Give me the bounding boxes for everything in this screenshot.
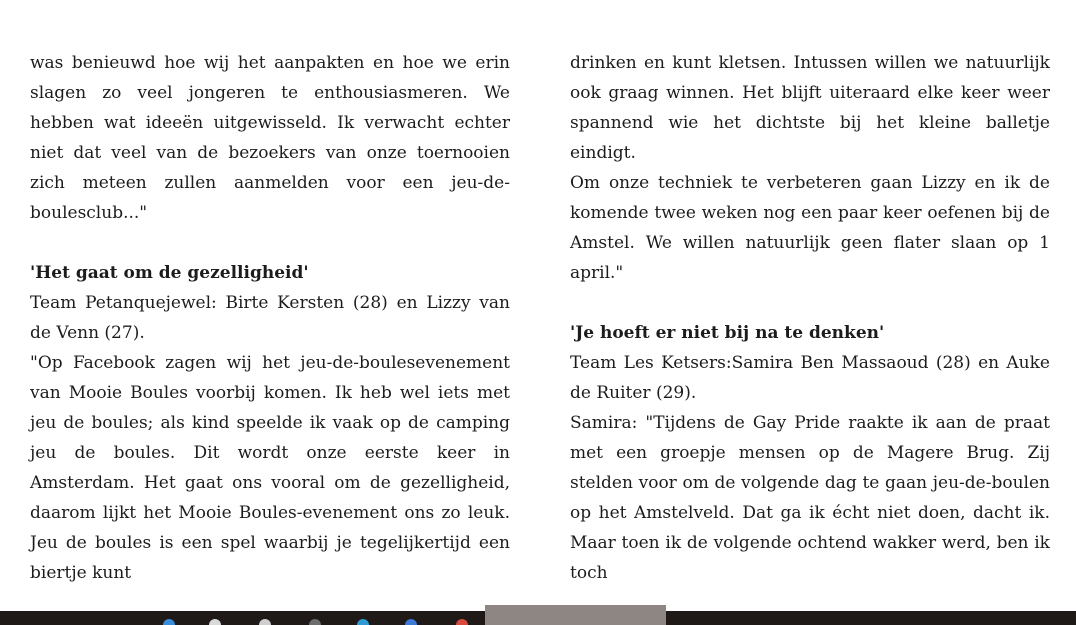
app-icon[interactable] xyxy=(456,619,468,625)
article-column-left xyxy=(30,48,510,588)
paragraph: was benieuwd hoe wij het aanpakten en hoe we erin slagen zo veel jongeren te enthousiasmeren. We hebben wat ideeën uitgewisseld. Ik verwacht echter niet dat veel van de bezoekers van onze toernooien zich meteen zullen aanmelden voor een jeu-de-boulesclub..." xyxy=(30,53,510,223)
browser-icon[interactable] xyxy=(163,619,175,625)
section-heading: 'Het gaat om de gezelligheid' xyxy=(30,263,309,283)
paragraph: drinken en kunt kletsen. Intussen willen we natuurlijk ook graag winnen. Het blijft uiteraard elke keer weer spannend wie het dichtste bij het kleine balletje eindigt. xyxy=(570,53,1050,163)
app-icon[interactable] xyxy=(259,619,271,625)
team-line: Team Les Ketsers:Samira Ben Massaoud (28) en Auke de Ruiter (29). xyxy=(570,353,1050,403)
paragraph-spacer xyxy=(30,228,510,258)
section-heading: 'Je hoeft er niet bij na te denken' xyxy=(570,323,885,343)
quote-paragraph: Samira: "Tijdens de Gay Pride raakte ik aan de praat met een groepje mensen op de Magere Brug. Zij stelden voor om de volgende dag te gaan jeu-de-boulen op het Amstelveld. Dat ga ik écht niet doen, dacht ik. Maar toen ik de volgende ochtend wakker werd, ben ik toch xyxy=(570,413,1050,583)
taskbar-active-window[interactable] xyxy=(485,605,666,625)
app-icon[interactable] xyxy=(405,619,417,625)
paragraph-spacer xyxy=(570,288,1050,318)
paragraph: Om onze techniek te verbeteren gaan Lizzy en ik de komende twee weken nog een paar keer oefenen bij de Amstel. We willen natuurlijk geen flater slaan op 1 april." xyxy=(570,173,1050,283)
app-icon[interactable] xyxy=(309,619,321,625)
article-column-right xyxy=(570,48,1050,588)
quote-paragraph: "Op Facebook zagen wij het jeu-de-boulesevenement van Mooie Boules voorbij komen. Ik heb wel iets met jeu de boules; als kind speelde ik vaak op de camping jeu de boules. Dit wordt onze eerste keer in Amsterdam. Het gaat ons vooral om de gezelligheid, daarom lijkt het Mooie Boules-evenement ons zo leuk. Jeu de boules is een spel waarbij je tegelijkertijd een biertje kunt xyxy=(30,353,510,583)
team-line: Team Petanquejewel: Birte Kersten (28) en Lizzy van de Venn (27). xyxy=(30,293,510,343)
app-icon[interactable] xyxy=(357,619,369,625)
file-icon[interactable] xyxy=(209,619,221,625)
